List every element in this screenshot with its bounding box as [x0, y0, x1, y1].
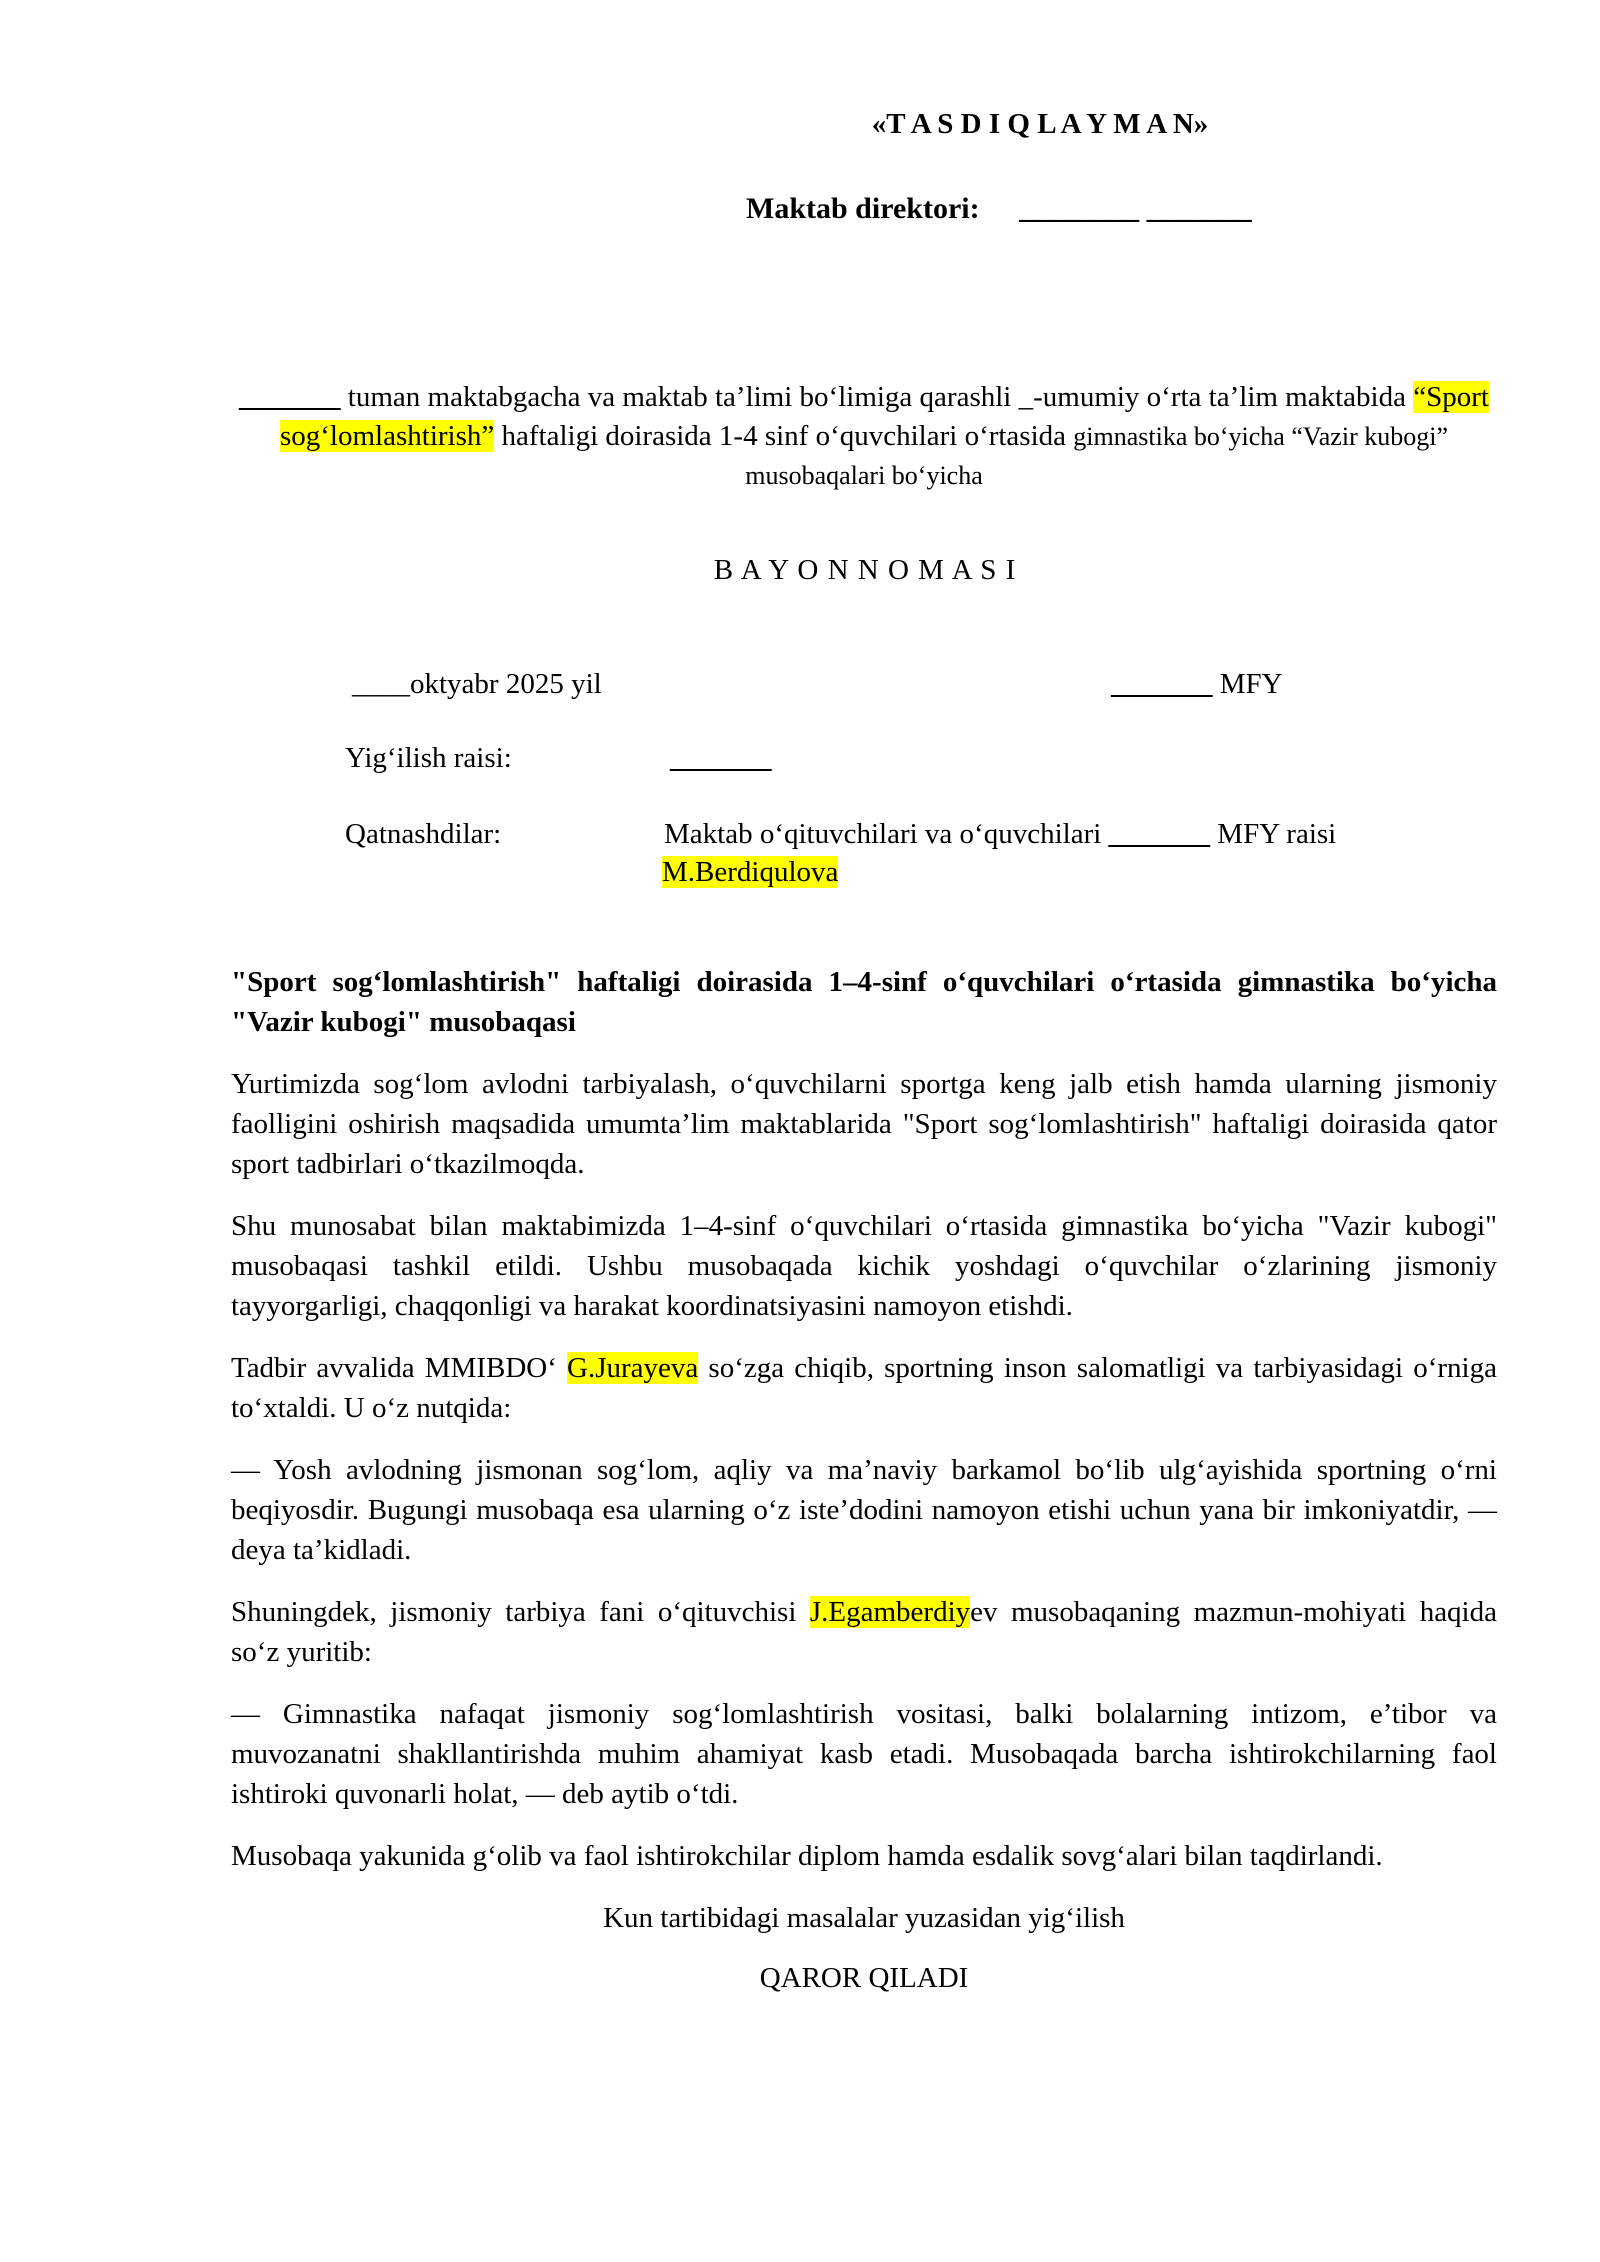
paragraph-5 — [231, 1592, 1497, 1672]
highlighted-event-name: “Sport sog‘lomlashtirish” — [279, 381, 1489, 452]
agenda-line: Kun tartibidagi masalalar yuzasidan yig‘ilish — [603, 1902, 1125, 1934]
meeting-date: ____oktyabr 2025 yil — [352, 668, 602, 700]
mfy-label: MFY — [1212, 668, 1283, 700]
paragraph-4: — Yosh avlodning jismonan sog‘lom, aqliy va ma’naviy barkamol bo‘lib ulg‘ayishida sportning o‘rni beqiyosdir. Bugungi musobaqa esa ularning o‘z iste’dodini namoyon etishi uchun yana bir imkoniyatdir, — deya ta’kidladi. — [231, 1454, 1497, 1566]
participants-label: Qatnashdilar: — [345, 818, 502, 850]
intro-paragraph — [216, 378, 1512, 495]
decision-line: QAROR QILADI — [759, 1962, 969, 1994]
paragraph-3-end: so‘zga chiqib, sportning inson salomatligi va tarbiyasidagi o‘rniga to‘xtaldi. U o‘z nutqida: — [231, 1352, 1497, 1424]
paragraph-6: — Gimnastika nafaqat jismoniy sog‘lomlashtirish vositasi, balki bolalarning intizom, e’tibor va muvozanatni shakllantirishda muhim ahamiyat kasb etadi. Musobaqada barcha ishtirokchilarning faol ishtiroki quvonarli holat, — deb aytib o‘tdi. — [231, 1698, 1497, 1810]
highlighted-name-egamberdiy: J.Egamberdiy — [809, 1596, 971, 1628]
mfy-field — [1111, 668, 1283, 701]
highlighted-name-jurayeva: G.Jurayeva — [567, 1352, 699, 1384]
paragraph-1: Yurtimizda sog‘lom avlodni tarbiyalash, o‘quvchilarni sportga keng jalb etish hamda ularning jismoniy faolligini oshirish maqsadida umumta’lim maktablarida "Sport sog‘lomlashtirish" haftaligi doirasida qator sport tadbirlari o‘tkazilmoqda. — [231, 1068, 1497, 1180]
highlighted-name-berdiqulova: M.Berdiqulova — [662, 856, 839, 888]
intro-text-1: tuman maktabgacha va maktab ta’limi bo‘limiga qarashli _-umumiy o‘rta ta’lim maktabida — [340, 381, 1414, 413]
paragraph-5-start: Shuningdek, jismoniy tarbiya fani o‘qituvchisi — [231, 1596, 810, 1628]
participants-value — [664, 818, 1336, 851]
body-heading: "Sport sog‘lomlashtirish" haftaligi doirasida 1–4-sinf o‘quvchilari o‘rtasida gimnastika bo‘yicha "Vazir kubogi" musobaqasi — [231, 966, 1497, 1038]
participants-name — [662, 856, 838, 889]
district-blank: _______ — [239, 381, 341, 413]
participants-suffix: MFY raisi — [1210, 818, 1337, 850]
paragraph-2: Shu munosabat bilan maktabimizda 1–4-sinf o‘quvchilari o‘rtasida gimnastika bo‘yicha "Vazir kubogi" musobaqasi tashkil etildi. Ushbu musobaqada kichik yoshdagi o‘quvchilar o‘zlarining jismoniy tayyorgarligi, chaqqonligi va harakat koordinatsiyasini namoyon etishdi. — [231, 1210, 1497, 1322]
paragraph-3-start: Tadbir avvalida MMIBDO‘ — [231, 1352, 568, 1384]
director-signature-blank: ________ _______ — [1019, 192, 1252, 225]
chair-label: Yig‘ilish raisi: — [345, 742, 512, 774]
director-signature-line — [746, 192, 1252, 226]
intro-text-2: haftaligi doirasida 1-4 sinf o‘quvchilari o‘rtasida — [494, 420, 1074, 452]
director-label: Maktab direktori: — [746, 192, 980, 225]
intro-text-3: gimnastika bo‘yicha “Vazir kubogi” musobaqalari bo‘yicha — [745, 422, 1448, 490]
paragraph-3 — [231, 1348, 1497, 1428]
mfy-blank: _______ — [1111, 668, 1213, 700]
document-body — [231, 962, 1497, 2018]
paragraph-5-end: ev musobaqaning mazmun-mohiyati haqida so‘z yuritib: — [231, 1596, 1497, 1668]
participants-text: Maktab o‘qituvchilari va o‘quvchilari — [664, 818, 1109, 850]
participants-blank: _______ — [1108, 818, 1211, 850]
paragraph-7: Musobaqa yakunida g‘olib va faol ishtirokchilar diplom hamda esdalik sovg‘alari bilan taqdirlandi. — [231, 1840, 1383, 1872]
chair-blank: _______ — [670, 742, 772, 774]
approval-heading: «T A S D I Q L A Y M A N» — [871, 108, 1209, 140]
document-title: B A Y O N N O M A S I — [713, 554, 1017, 586]
